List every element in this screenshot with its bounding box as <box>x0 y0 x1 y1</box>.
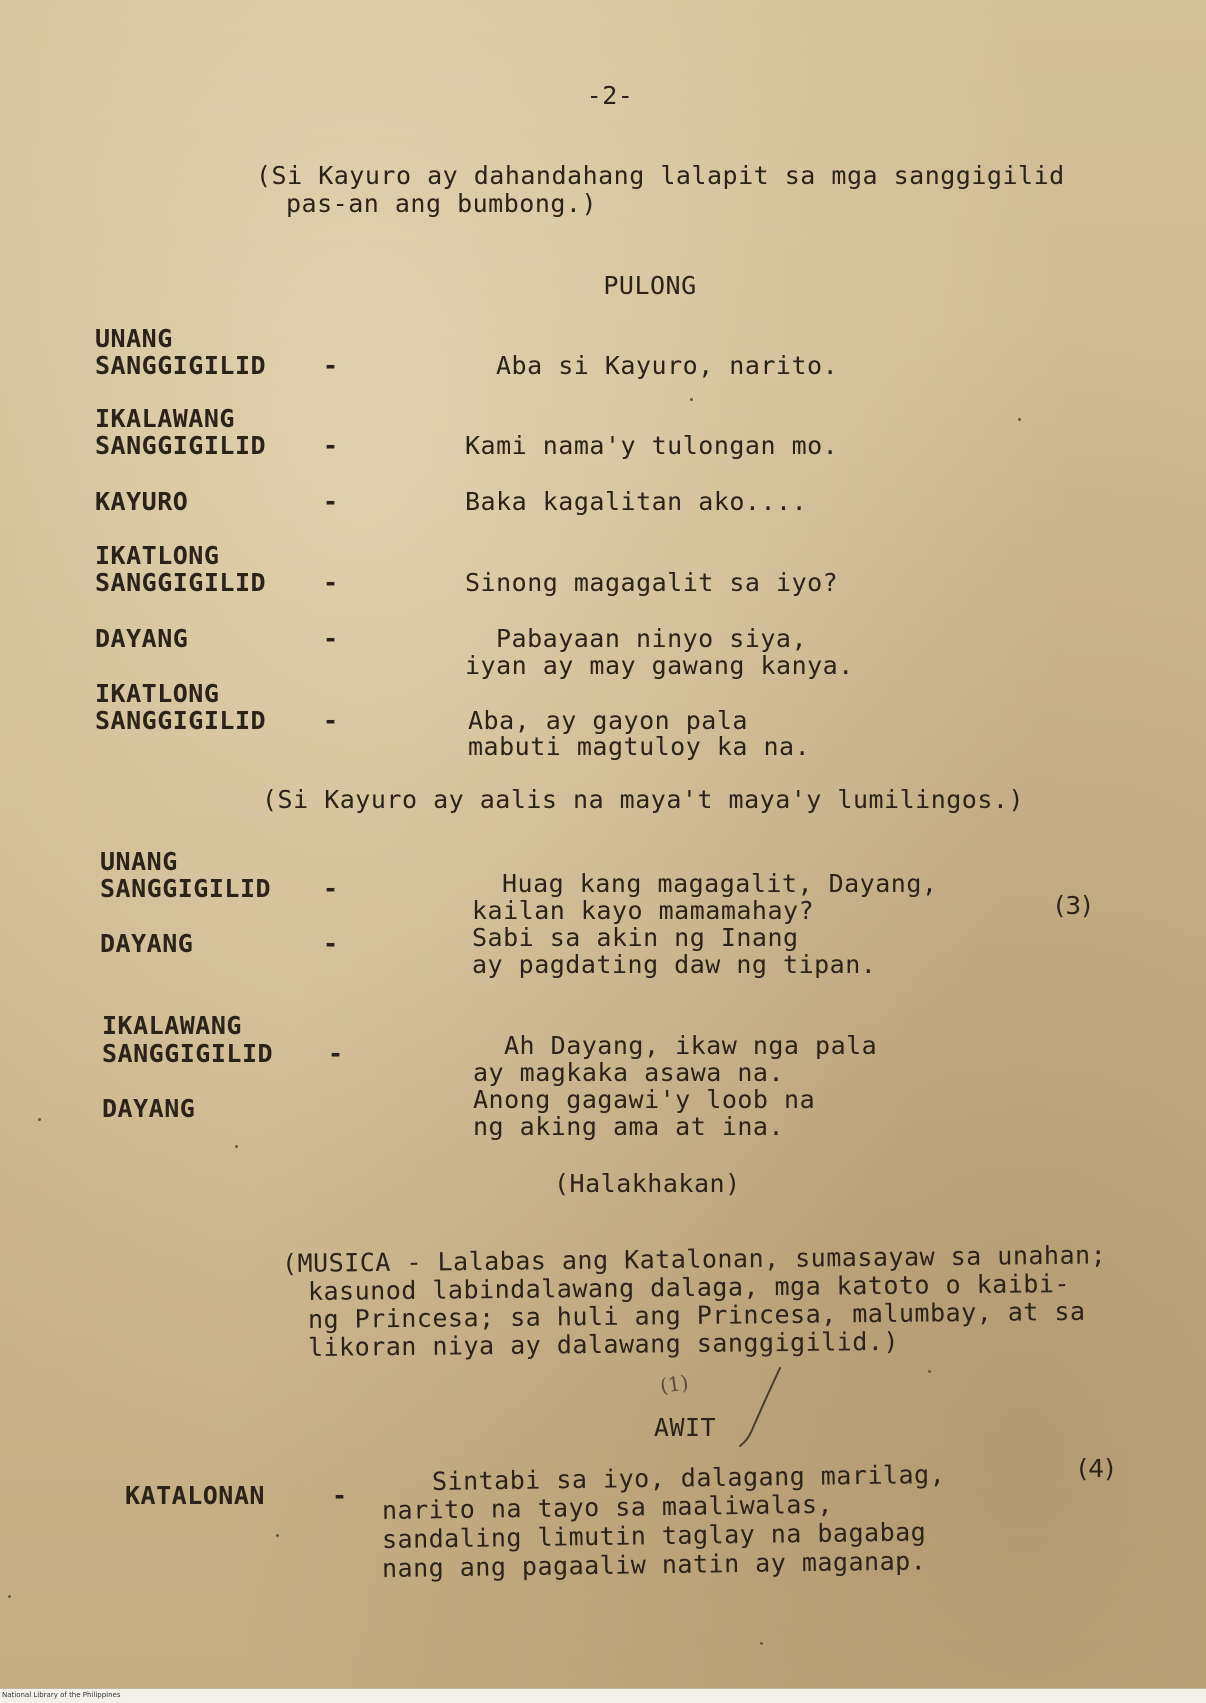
speaker-ikalawang-line-2: SANGGIGILID <box>102 1039 274 1068</box>
dialogue-line: Baka kagalitan ako.... <box>465 487 808 516</box>
paper-speck <box>690 398 693 401</box>
speaker-dayang: DAYANG <box>102 1094 196 1123</box>
speaker-ikalawang-line-2: SANGGIGILID <box>95 431 267 460</box>
dash: - <box>323 351 339 380</box>
section-title-awit: AWIT <box>653 1413 717 1442</box>
verse-line: Sintabi sa iyo, dalagang marilag, <box>431 1459 946 1496</box>
verse-line: narito na tayo sa maaliwalas, <box>381 1489 834 1525</box>
speaker-ikatlong-line-1: IKATLONG <box>95 679 220 708</box>
paper-speck <box>235 1145 238 1148</box>
verse-line: kailan kayo mamamahay? <box>472 896 815 925</box>
footer-credit: National Library of the Philippines <box>2 1691 121 1699</box>
dash: - <box>323 624 339 653</box>
paper-speck <box>928 1370 931 1373</box>
dialogue-line: iyan ay may gawang kanya. <box>465 651 854 680</box>
dialogue-line: Kami nama'y tulongan mo. <box>465 431 839 460</box>
verse-line: ay pagdating daw ng tipan. <box>472 950 877 979</box>
dialogue-line: mabuti magtuloy ka na. <box>468 732 811 761</box>
dash: - <box>323 431 339 460</box>
stage-direction-2: (Si Kayuro ay aalis na maya't maya'y lumilingos.) <box>262 785 1025 814</box>
dash: - <box>328 1039 344 1068</box>
dialogue-line: Aba si Kayuro, narito. <box>496 351 839 380</box>
verse-line: nang ang pagaaliw natin ay maganap. <box>381 1546 927 1583</box>
speaker-ikatlong-line-2: SANGGIGILID <box>95 568 267 597</box>
verse-number-4: (4) <box>1078 1454 1115 1483</box>
stage-direction-4-line-3: ng Princesa; sa huli ang Princesa, malumbay, at sa <box>307 1296 1086 1334</box>
dialogue-line: Pabayaan ninyo siya, <box>496 624 808 653</box>
speaker-ikalawang-line-1: IKALAWANG <box>102 1011 242 1040</box>
speaker-unang-line-2: SANGGIGILID <box>100 874 272 903</box>
page-number: -2- <box>586 81 634 110</box>
verse-line: ng aking ama at ina. <box>473 1112 785 1141</box>
dash: - <box>323 929 339 958</box>
speaker-dayang: DAYANG <box>100 929 194 958</box>
verse-line: Anong gagawi'y loob na <box>473 1085 816 1114</box>
paper-speck <box>276 1534 279 1537</box>
dash: - <box>323 874 339 903</box>
stage-direction-3: (Halakhakan) <box>554 1169 741 1198</box>
stage-direction-4-line-1: (MUSICA - Lalabas ang Katalonan, sumasayaw sa unahan; <box>281 1240 1107 1278</box>
dialogue-line: Aba, ay gayon pala <box>468 706 748 735</box>
handwritten-mark: (1) <box>658 1370 690 1398</box>
speaker-ikalawang-line-1: IKALAWANG <box>95 404 235 433</box>
speaker-unang-line-1: UNANG <box>100 847 178 876</box>
verse-line: Sabi sa akin ng Inang <box>472 923 799 952</box>
stage-direction-4-line-2: kasunod labindalawang dalaga, mga katoto o kaibi- <box>307 1269 1071 1306</box>
stage-direction-1-line-2: pas-an ang bumbong.) <box>286 189 598 218</box>
dash: - <box>323 568 339 597</box>
dash: - <box>332 1481 348 1510</box>
verse-line: sandaling limutin taglay na bagabag <box>381 1517 927 1554</box>
speaker-katalonan: KATALONAN <box>125 1481 265 1510</box>
speaker-ikatlong-line-1: IKATLONG <box>95 541 220 570</box>
dash: - <box>323 706 339 735</box>
footer-bar <box>0 1688 1206 1703</box>
paper-speck <box>38 1118 41 1121</box>
verse-line: ay magkaka asawa na. <box>473 1058 785 1087</box>
verse-line: Huag kang magagalit, Dayang, <box>502 869 938 898</box>
paper-speck <box>760 1642 763 1645</box>
dialogue-line: Sinong magagalit sa iyo? <box>465 568 839 597</box>
speaker-unang-line-1: UNANG <box>95 324 173 353</box>
verse-number-3: (3) <box>1055 891 1092 920</box>
paper-speck <box>1018 418 1021 421</box>
speaker-dayang: DAYANG <box>95 624 189 653</box>
handwritten-slash <box>730 1360 790 1460</box>
stage-direction-4-line-4: likoran niya ay dalawang sanggigilid.) <box>307 1326 900 1362</box>
paper-speck <box>8 1595 11 1598</box>
speaker-ikatlong-line-2: SANGGIGILID <box>95 706 267 735</box>
verse-line: Ah Dayang, ikaw nga pala <box>504 1031 878 1060</box>
dash: - <box>323 487 339 516</box>
stage-direction-1-line-1: (Si Kayuro ay dahandahang lalapit sa mga sanggigilid <box>256 161 1065 190</box>
section-title-pulong: PULONG <box>603 271 697 300</box>
speaker-unang-line-2: SANGGIGILID <box>95 351 267 380</box>
speaker-kayuro: KAYURO <box>95 487 189 516</box>
